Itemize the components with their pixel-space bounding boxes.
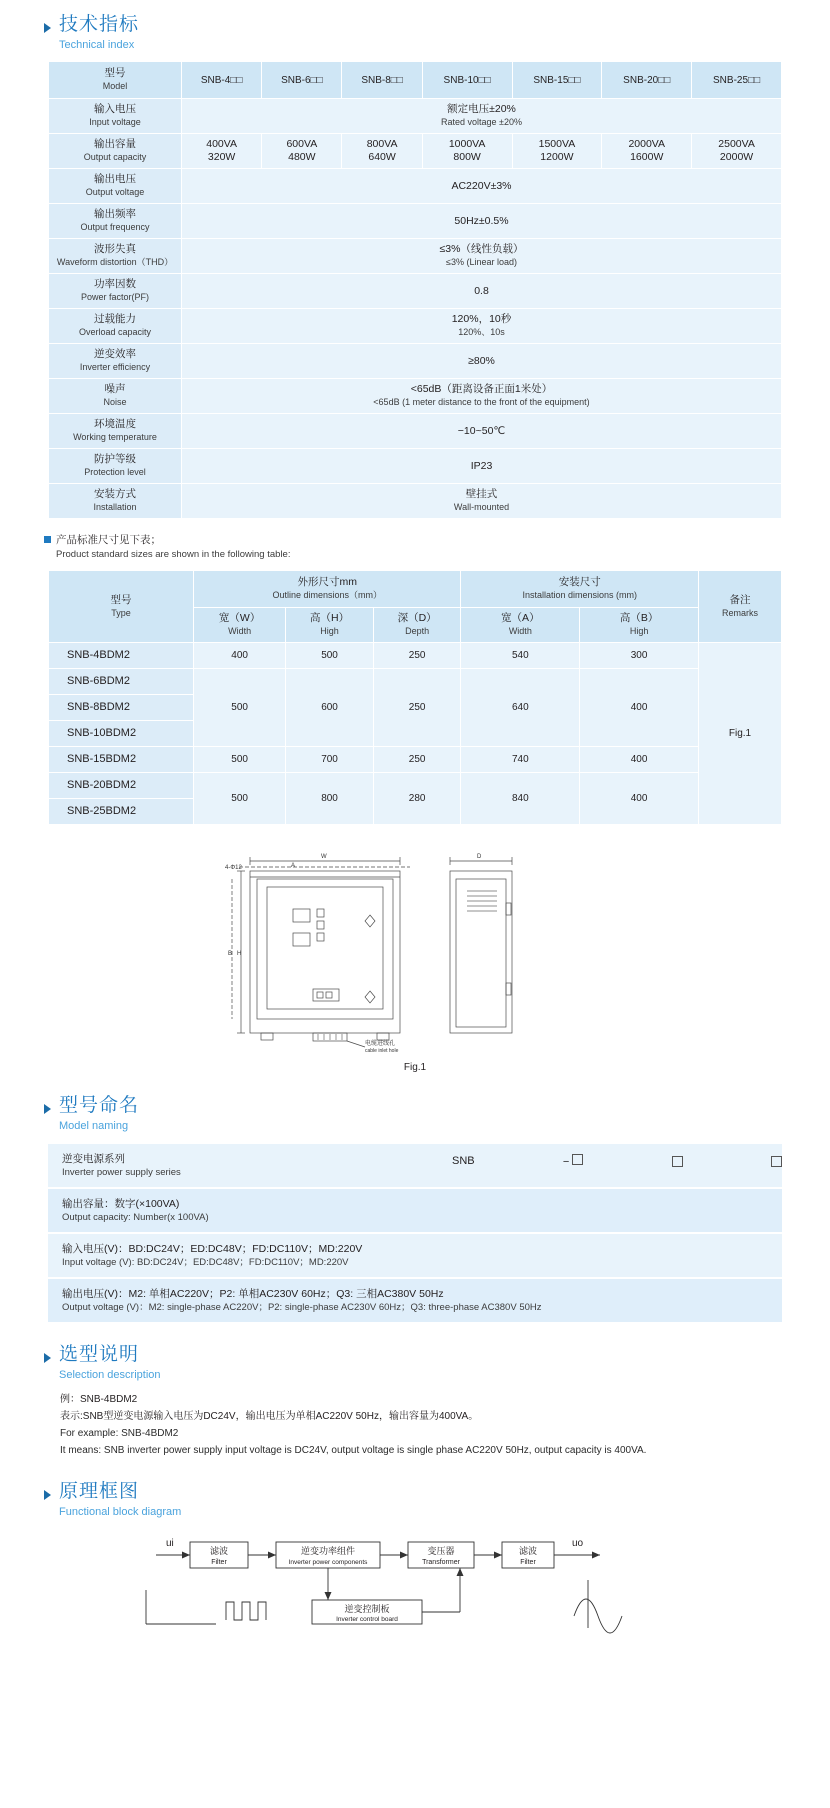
size-remarks-cell: Fig.1 [699,643,782,825]
spec-label-noise: 噪声 Noise [49,379,182,414]
output-label: uo [572,1538,584,1549]
size-w-group-1: 500 [194,669,286,747]
cabinet-drawing-svg [205,843,625,1053]
section-heading-selection [44,1344,830,1383]
table-row [49,484,782,519]
dim-label-a: A [291,863,296,869]
naming-row-series [48,1144,782,1189]
selection-line-3: It means: SNB inverter power supply input voltage is DC24V, output voltage is single phase AC220V 50Hz, output capacity is 400VA. [60,1445,647,1456]
section-title-en: Functional block diagram [59,1506,182,1518]
standard-size-note [44,533,830,562]
naming-en-3: Output voltage (V)：M2: single-phase AC220V；P2: single-phase AC230V 60Hz；Q3: three-phase AC380V 50Hz [62,1302,542,1313]
size-h-group-2: 800 [286,773,374,825]
size-a-group-1: 640 [461,669,580,747]
size-header-depth: 深（D） Depth [373,608,461,643]
selection-line-0: 例：SNB-4BDM2 [60,1394,138,1405]
spec-value-output-voltage: AC220V±3% [182,169,782,204]
size-b-group-1: 400 [580,669,699,747]
section-title-en: Selection description [59,1369,161,1381]
size-h-4: 700 [286,747,374,773]
spec-label-input-voltage: 输入电压 Input voltage [49,99,182,134]
size-type-2: SNB-8BDM2 [49,695,194,721]
size-w-0: 400 [194,643,286,669]
dim-label-d: D [477,854,482,860]
spec-label-output-voltage: 输出电压 Output voltage [49,169,182,204]
capacity-1: 600VA 480W [262,134,342,169]
spec-value-overload: 120%，10秒 120%、10s [182,309,782,344]
size-header-width: 宽（W） Width [194,608,286,643]
dim-label-phi: 4-Φ12 [225,865,242,871]
table-row [49,62,782,99]
capacity-0: 400VA 320W [182,134,262,169]
naming-code-snb: SNB [452,1155,475,1167]
size-header-high: 高（H） High [286,608,374,643]
spec-header-model: 型号 Model [49,62,182,99]
spec-label-protection-level: 防护等级 Protection level [49,449,182,484]
functional-block-diagram [0,1528,830,1643]
naming-en-1: Output capacity: Number(x 100VA) [62,1212,209,1223]
capacity-5: 2000VA 1600W [602,134,692,169]
size-h-group-1: 600 [286,669,374,747]
spec-label-efficiency: 逆变效率 Inverter efficiency [49,344,182,379]
block-diagram-svg [130,1528,730,1638]
size-a-0: 540 [461,643,580,669]
control-block-en: Inverter control board [336,1616,398,1623]
model-col-5: SNB-20□□ [602,62,692,99]
table-row [49,239,782,274]
table-row [49,134,782,169]
triangle-bullet-icon [44,1353,51,1363]
size-d-0: 250 [373,643,461,669]
table-row [49,571,782,608]
dim-label-h: H [237,951,242,957]
spec-label-output-capacity: 输出容量 Output capacity [49,134,182,169]
model-col-0: SNB-4□□ [182,62,262,99]
size-header-install-high: 高（B） High [580,608,699,643]
note-en: Product standard sizes are shown in the following table: [56,549,291,560]
spec-value-efficiency: ≥80% [182,344,782,379]
capacity-2: 800VA 640W [342,134,422,169]
section-title-cn: 技术指标 [59,14,140,35]
square-bullet-icon [44,536,51,543]
size-type-5: SNB-20BDM2 [49,773,194,799]
size-type-4: SNB-15BDM2 [49,747,194,773]
size-header-install-width: 宽（A） Width [461,608,580,643]
block-2-en: Transformer [422,1559,460,1566]
model-col-1: SNB-6□□ [262,62,342,99]
section-title-en: Model naming [59,1120,129,1132]
size-header-outline: 外形尺寸mm Outline dimensions（mm） [194,571,461,608]
model-col-6: SNB-25□□ [692,62,782,99]
block-1-en: Inverter power components [288,1559,368,1566]
spec-value-input-voltage: 额定电压±20% Rated voltage ±20% [182,99,782,134]
dim-label-w: W [321,854,327,860]
table-row [49,99,782,134]
size-d-group-1: 250 [373,669,461,747]
section-heading-naming [44,1095,830,1134]
code-box-icon [672,1156,683,1167]
spec-label-power-factor: 功率因数 Power factor(PF) [49,274,182,309]
size-d-group-2: 280 [373,773,461,825]
section-title-cn: 型号命名 [59,1095,140,1116]
size-header-type: 型号 Type [49,571,194,643]
spec-value-installation: 壁挂式 Wall-mounted [182,484,782,519]
naming-row-capacity [48,1189,782,1234]
table-row [49,414,782,449]
size-type-3: SNB-10BDM2 [49,721,194,747]
naming-cn-2: 输入电压(V)：BD:DC24V；ED:DC48V；FD:DC110V；MD:220V [62,1243,363,1255]
capacity-3: 1000VA 800W [422,134,512,169]
spec-label-working-temperature: 环境温度 Working temperature [49,414,182,449]
naming-cn-0: 逆变电源系列 [62,1153,125,1165]
section-title-cn: 原理框图 [59,1481,140,1502]
model-col-3: SNB-10□□ [422,62,512,99]
naming-cn-1: 输出容量：数字(×100VA) [62,1198,180,1210]
table-row [49,643,782,669]
naming-row-output-voltage [48,1279,782,1324]
cable-hole-label-en: cable inlet hole [365,1048,399,1053]
control-block-cn: 逆变控制板 [344,1604,390,1614]
block-0-cn: 滤波 [209,1546,229,1556]
mechanical-drawing-figure [0,843,830,1073]
table-row [49,773,782,799]
spec-value-thd: ≤3%（线性负载） ≤3% (Linear load) [182,239,782,274]
selection-line-2: For example: SNB-4BDM2 [60,1428,179,1439]
spec-label-installation: 安装方式 Installation [49,484,182,519]
size-type-6: SNB-25BDM2 [49,799,194,825]
spec-value-noise: <65dB（距离设备正面1米处） <65dB (1 meter distance to the front of the equipment) [182,379,782,414]
naming-en-0: Inverter power supply series [62,1167,181,1178]
standard-size-table [48,570,782,825]
size-b-group-2: 400 [580,773,699,825]
block-1-cn: 逆变功率组件 [300,1546,356,1556]
technical-index-table [48,61,782,519]
figure-caption: Fig.1 [403,1062,427,1073]
size-a-4: 740 [461,747,580,773]
code-box-icon [572,1154,583,1165]
section-title-cn: 选型说明 [59,1344,140,1365]
size-w-group-2: 500 [194,773,286,825]
spec-label-output-frequency: 输出频率 Output frequency [49,204,182,239]
model-col-4: SNB-15□□ [512,62,602,99]
table-row [49,669,782,695]
input-label: ui [166,1538,174,1549]
table-row [49,274,782,309]
cable-hole-label-cn: 电缆进线孔 [365,1041,396,1047]
capacity-6: 2500VA 2000W [692,134,782,169]
spec-value-power-factor: 0.8 [182,274,782,309]
naming-code-row [452,1154,782,1168]
size-type-0: SNB-4BDM2 [49,643,194,669]
naming-code-dash-box: − [563,1154,584,1168]
table-row [49,449,782,484]
spec-value-working-temperature: −10~50℃ [182,414,782,449]
size-w-4: 500 [194,747,286,773]
model-col-2: SNB-8□□ [342,62,422,99]
section-heading-block [44,1481,830,1520]
triangle-bullet-icon [44,1490,51,1500]
size-b-4: 400 [580,747,699,773]
triangle-bullet-icon [44,23,51,33]
size-h-0: 500 [286,643,374,669]
table-row [49,204,782,239]
table-row [49,169,782,204]
spec-label-overload: 过载能力 Overload capacity [49,309,182,344]
naming-row-input-voltage [48,1234,782,1279]
table-row [49,747,782,773]
selection-line-1: 表示:SNB型逆变电源输入电压为DC24V，输出电压为单相AC220V 50Hz，输出容量为400VA。 [60,1411,479,1422]
naming-cn-3: 输出电压(V)：M2: 单相AC220V；P2: 单相AC230V 60Hz；Q3: 三相AC380V 50Hz [62,1288,444,1300]
size-type-1: SNB-6BDM2 [49,669,194,695]
triangle-bullet-icon [44,1104,51,1114]
size-header-install: 安装尺寸 Installation dimensions (mm) [461,571,699,608]
size-d-4: 250 [373,747,461,773]
block-3-en: Filter [520,1559,536,1566]
size-b-0: 300 [580,643,699,669]
spec-label-thd: 波形失真 Waveform distortion（THD） [49,239,182,274]
table-row [49,379,782,414]
code-box-icon [771,1156,782,1167]
capacity-4: 1500VA 1200W [512,134,602,169]
spec-value-protection-level: IP23 [182,449,782,484]
block-3-cn: 滤波 [518,1546,538,1556]
section-heading-technical [44,14,830,53]
table-row [49,309,782,344]
block-2-cn: 变压器 [427,1546,455,1556]
dim-label-b: B [228,951,233,957]
spec-value-output-frequency: 50Hz±0.5% [182,204,782,239]
block-0-en: Filter [211,1559,227,1566]
selection-description-text [60,1391,830,1459]
section-title-en: Technical index [59,39,135,51]
table-row [49,344,782,379]
model-naming-block [48,1144,782,1324]
note-cn: 产品标准尺寸见下表； [56,534,161,546]
size-header-remarks: 备注 Remarks [699,571,782,643]
naming-en-2: Input voltage (V): BD:DC24V；ED:DC48V；FD:DC110V；MD:220V [62,1257,349,1268]
size-a-group-2: 840 [461,773,580,825]
